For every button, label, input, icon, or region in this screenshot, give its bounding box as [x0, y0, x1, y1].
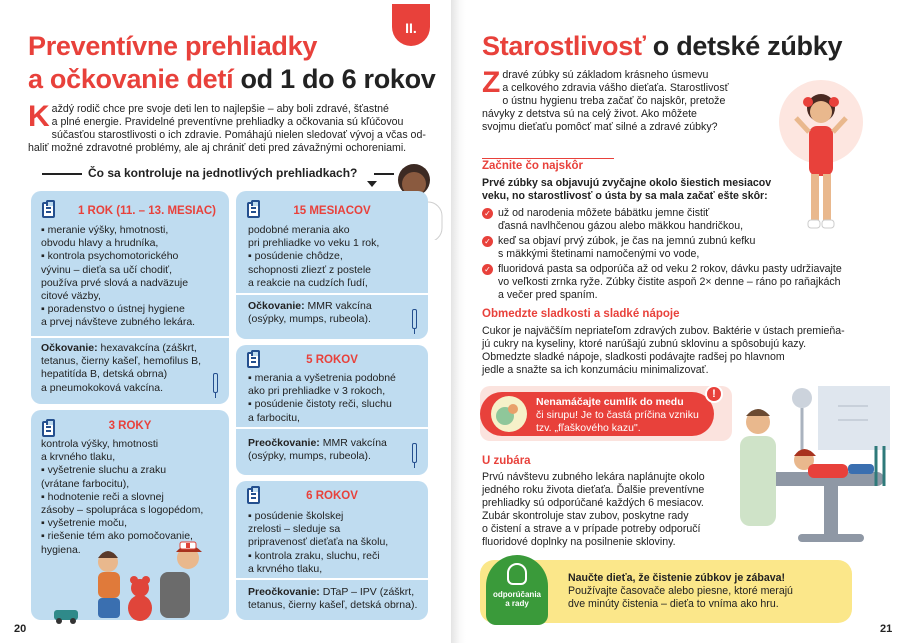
list-line: keď sa objaví prvý zúbok, je čas na jemnú zubnú kefku [498, 235, 756, 247]
tip-line: Používajte časovače alebo piesne, ktoré merajú [568, 585, 793, 597]
syringe-icon [412, 443, 417, 463]
kids-illustration [46, 536, 226, 626]
vacc-line: hepatitída B, detská obrna) [41, 368, 168, 381]
section-dentist-text [482, 471, 742, 549]
lead-line: veku, no starostlivosť o ústa by sa mala začať ešte skôr: [482, 190, 768, 202]
dentist-illustration [728, 376, 904, 552]
intro-line: a plné energie. Pravidelné preventívne prehliadky a očkovania sú kľúčovou [51, 116, 404, 128]
card-line: zásoby – spolupráca s logopédom, [41, 504, 204, 517]
card-line: ▪ kontrola psychomotorického [41, 250, 179, 263]
card-line: pripravenosť dieťaťa na školu, [248, 536, 389, 549]
tip-bold: Naučte dieťa, že čistenie zúbkov je zábava! [568, 572, 786, 584]
chapter-badge: II. [392, 4, 430, 46]
card-line: ▪ posúdenie školskej [248, 510, 344, 522]
intro-line: haliť možné zdravotné problémy, ale aj chrániť deti pred závažnými ochoreniami. [28, 142, 407, 154]
card-line: ▪ hodnotenie reči a slovnej [41, 490, 164, 503]
card-line: obvodu hlavy a hrudníka, [41, 237, 159, 250]
vacc-label: Očkovanie: [41, 342, 98, 354]
intro-line: súčasťou starostlivosti o ich zdravie. Pomáhajú nielen sledovať vývoj a včas od- [51, 129, 426, 141]
page-title-line1: Preventívne prehliadky [28, 31, 318, 61]
card-vaccination [248, 437, 387, 463]
intro-line: návyky z detstva sú na celý život. Ako môžete [482, 108, 697, 120]
vacc-label: Preočkovanie: [248, 437, 320, 449]
vacc-line: MMR vakcína [304, 300, 372, 312]
tip-line: dve minúty čistenia – dieťa to vníma ako hru. [568, 598, 779, 610]
card-line: citové väzby, [41, 290, 101, 303]
tip-badge-label: a rady [505, 599, 529, 608]
page-fold [451, 0, 466, 643]
card-vaccination [41, 342, 201, 395]
card-line: kontrola výšky, hmotnosti [41, 438, 159, 450]
card-divider [236, 293, 428, 295]
card-line: zrelosti – sleduje sa [248, 523, 341, 536]
page-number: 20 [14, 623, 27, 635]
intro-line: svojmu dieťaťu pomôcť mať silné a zdravé zúbky? [482, 121, 718, 133]
card-line: a reakcie na cudzích ľudí, [248, 276, 368, 289]
dentist-line: Zubár skontroluje stav zubov, poskytne rady [482, 510, 689, 522]
card-body [248, 224, 379, 290]
warning-bold: Nenamáčajte cumlík do medu [536, 396, 684, 408]
vacc-line: tetanus, čierny kašeľ, detská obrna). [248, 599, 418, 612]
dentist-line: Prvú návštevu zubného lekára naplánujte okolo [482, 471, 705, 483]
list-item [482, 207, 892, 233]
warning-text [536, 396, 699, 435]
clipboard-icon [42, 202, 55, 218]
sweets-line: Cukor je najväčším nepriateľom zdravých zubov. Baktérie v ústach premieňa- [482, 325, 845, 337]
card-line: ▪ vyšetrenie sluchu a zraku [41, 464, 167, 477]
card-line: a krvného tlaku, [248, 562, 323, 575]
card-body [248, 372, 396, 425]
left-page [8, 4, 451, 637]
page-title-line2 [28, 64, 436, 95]
title-red-part: a očkovanie detí [28, 64, 234, 94]
page-number: 21 [880, 623, 893, 635]
card-line: podobné merania ako [248, 224, 350, 236]
card-line: vývinu – dieťa sa učí chodiť, [41, 263, 173, 276]
card-15-mesiacov [236, 191, 428, 339]
card-line: a farbocitu, [248, 411, 300, 424]
list-line: fluoridová pasta sa odporúča až od veku 2 rokov, dávku pasty udržiavajte [498, 263, 842, 275]
list-item [482, 235, 892, 261]
card-body [41, 224, 195, 330]
sweets-line: Obmedzte sladké nápoje, sladkosti podávajte radšej po hlavnom [482, 351, 785, 363]
left-intro [28, 100, 448, 155]
drop-cap: K [28, 100, 50, 133]
question-heading: Čo sa kontroluje na jednotlivých prehliadkach? [88, 166, 358, 180]
vacc-line: (osýpky, mumps, rubeola). [248, 313, 371, 326]
vacc-label: Očkovanie: [248, 300, 305, 312]
section-dentist-title: U zubára [482, 455, 531, 467]
warning-line: či sirupu! Je to častá príčina vzniku [536, 409, 699, 421]
card-title: 1 ROK (11. – 13. MESIAC) [77, 205, 217, 217]
intro-line: o ústnu hygienu treba začať čo najskôr, pretože [502, 95, 726, 107]
list-line: vo veľkosti zrnka ryže. Zúbky čistite aspoň 2× denne – ráno po raňajkách [498, 276, 841, 288]
section-rule [482, 158, 614, 159]
card-vaccination [248, 586, 417, 612]
card-line: pri prehliadke vo veku 1 rok, [248, 237, 380, 250]
title-dark-part: od 1 do 6 rokov [240, 64, 436, 94]
dentist-line: prehliadky sú odporúčané každých 6 mesiacov. [482, 497, 704, 509]
tip-text [568, 572, 793, 611]
list-line: a večer pred spaním. [498, 289, 598, 301]
vacc-line: MMR vakcína [319, 437, 387, 449]
intro-line: a celkového zdravia vášho dieťaťa. Starostlivosť [502, 82, 729, 94]
section-sweets-text [482, 325, 892, 377]
card-line: ▪ poradenstvo o ústnej hygiene [41, 303, 185, 316]
card-line: ▪ riešenie tém ako pomočovanie, [41, 530, 193, 543]
question-rule [42, 173, 82, 175]
section-start-early-title: Začnite čo najskôr [482, 160, 583, 172]
card-line: ako pri prehliadke v 3 rokoch, [248, 385, 386, 398]
card-title: 6 ROKOV [306, 490, 358, 502]
card-body [248, 510, 388, 576]
pacifier-illustration [488, 392, 530, 436]
card-5-rokov [236, 345, 428, 475]
dentist-line: fluoridové doplnky na posilnenie skloviny. [482, 536, 676, 548]
check-icon: ✓ [482, 236, 493, 247]
vacc-line: a pneumokoková vakcína. [41, 381, 163, 394]
card-line: a krvného tlaku, [41, 451, 116, 464]
title-dark-part: o detské zúbky [652, 31, 843, 61]
card-line: ▪ merania a vyšetrenia podobné [248, 372, 396, 384]
list-line: s mäkkými štetinami namočenými vo vode, [498, 248, 700, 260]
intro-line: dravé zúbky sú základom krásneho úsmevu [502, 69, 709, 81]
warning-icon: ! [705, 385, 723, 403]
card-vaccination [248, 300, 372, 326]
card-line: (vrátane farbocitu), [41, 477, 130, 490]
vacc-line: hexavakcína (záškrt, [97, 342, 197, 354]
vacc-line: DTaP – IPV (záškrt, [319, 586, 415, 598]
tip-badge-label: odporúčania [492, 590, 541, 599]
card-divider [236, 427, 428, 429]
sweets-line: jú cukry na kyseliny, ktoré narúšajú zubnú sklovinu a spôsobujú kazy. [482, 338, 807, 350]
card-line: ▪ posúdenie čistoty reči, sluchu [248, 398, 392, 411]
vacc-label: Preočkovanie: [248, 586, 320, 598]
syringe-icon [412, 309, 417, 329]
card-divider [31, 336, 229, 338]
lead-line: Prvé zúbky sa objavujú zvyčajne okolo šiestich mesiacov [482, 177, 772, 189]
lightbulb-icon [507, 563, 527, 585]
drop-cap: Z [482, 66, 501, 99]
card-1-rok [31, 191, 229, 404]
intro-line: aždý rodič chce pre svoje deti len to najlepšie – aby boli zdravé, šťastné [51, 103, 389, 115]
card-title: 5 ROKOV [306, 354, 358, 366]
tip-badge [486, 555, 548, 625]
card-line: ▪ vyšetrenie moču, [41, 517, 128, 530]
right-page [466, 4, 904, 637]
dentist-line: jedného roku života dieťaťa. Ďalšie preventívne [482, 484, 705, 496]
check-icon: ✓ [482, 208, 493, 219]
section-start-early-lead [482, 177, 771, 203]
title-red-part: Starostlivosť [482, 31, 646, 61]
list-line: už od narodenia môžete bábätku jemne čistiť [498, 207, 710, 219]
card-line: ▪ meranie výšky, hmotnosti, [41, 224, 169, 236]
page-title [482, 31, 842, 62]
vacc-line: (osýpky, mumps, rubeola). [248, 450, 371, 463]
card-title: 15 MESIACOV [293, 205, 371, 217]
card-line: hygiena. [41, 543, 81, 556]
vacc-line: tetanus, čierny kašeľ, hemofilus B, [41, 355, 202, 368]
warning-line: tzv. „fľaškového kazu". [536, 422, 641, 434]
right-intro [482, 66, 782, 134]
list-item [482, 263, 892, 302]
sweets-line: jedle a snažte sa ich konzumáciu minimalizovať. [482, 364, 709, 376]
dentist-line: o čistení a strave a v prípade potreby odporučí [482, 523, 701, 535]
card-divider [236, 578, 428, 580]
card-line: používa prvé slová a nadväzuje [41, 276, 189, 289]
card-line: ▪ kontrola zraku, sluchu, reči [248, 549, 380, 562]
card-line: schopnosti zliezť z postele [248, 263, 372, 276]
check-icon: ✓ [482, 264, 493, 275]
card-line: ▪ posúdenie chôdze, [248, 250, 343, 263]
card-6-rokov [236, 481, 428, 620]
start-early-list [482, 207, 892, 302]
list-line: ďasná navlhčenou gázou alebo mäkkou handričkou, [498, 220, 744, 232]
card-line: a prvej návšteve zubného lekára. [41, 316, 196, 329]
section-sweets-title: Obmedzte sladkosti a sladké nápoje [482, 308, 680, 320]
syringe-icon [213, 373, 218, 393]
card-title: 3 ROKY [108, 420, 152, 432]
